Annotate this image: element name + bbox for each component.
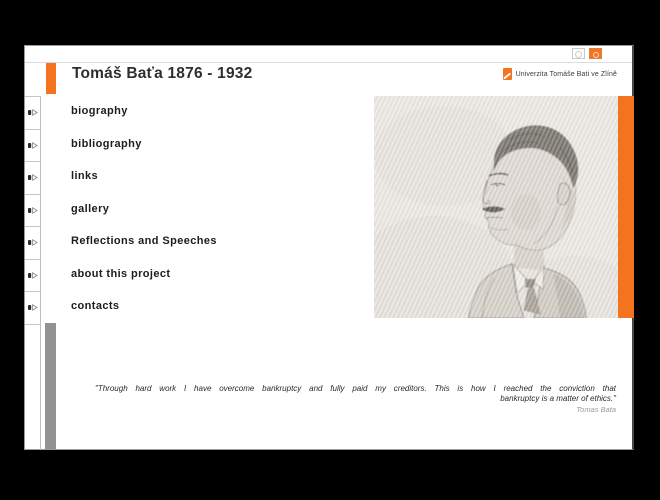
play-arrow-icon (28, 207, 38, 214)
menu-item-reflections[interactable]: Reflections and Speeches (71, 235, 217, 248)
page-title: Tomáš Baťa 1876 - 1932 (72, 65, 253, 82)
arrow-cell-gallery[interactable] (25, 195, 40, 228)
menu-item-about[interactable]: about this project (71, 267, 171, 280)
menu-item-bibliography[interactable]: bibliography (71, 137, 142, 150)
play-arrow-icon (28, 304, 38, 311)
quote-block (95, 384, 616, 415)
app-window (24, 45, 634, 450)
portrait-sketch-icon (374, 96, 618, 318)
menu-item-gallery[interactable]: gallery (71, 202, 110, 215)
quote-attribution: Tomas Bata (576, 405, 616, 414)
circle-glyph-icon (575, 51, 582, 58)
play-arrow-icon (28, 239, 38, 246)
quote-line-1: "Through hard work I have overcome bankruptcy and fully paid my creditors. This is how I reached the conviction that (95, 384, 616, 393)
menu-item-biography[interactable]: biography (71, 105, 128, 118)
quote-line-2: bankruptcy is a matter of ethics." (500, 393, 616, 403)
play-arrow-icon (28, 109, 38, 116)
gray-side-bar (45, 323, 56, 449)
window-topbar (25, 46, 632, 63)
accent-tab (46, 63, 56, 94)
menu-item-links[interactable]: links (71, 170, 99, 183)
arrow-cell-bibliography[interactable] (25, 130, 40, 163)
accent-side-bar (618, 96, 634, 318)
university-logo[interactable] (503, 68, 617, 80)
circle-glyph-icon (593, 52, 599, 58)
side-arrow-strip (25, 96, 41, 450)
university-logo-text: Univerzita Tomáše Bati ve Zlíně (515, 70, 617, 78)
topbar-button-orange[interactable] (589, 48, 602, 59)
arrow-cell-links[interactable] (25, 162, 40, 195)
play-arrow-icon (28, 142, 38, 149)
portrait-image (374, 96, 618, 318)
topbar-button-light[interactable] (572, 48, 585, 59)
play-arrow-icon (28, 272, 38, 279)
university-logo-icon (503, 68, 512, 80)
arrow-cell-biography[interactable] (25, 97, 40, 130)
play-arrow-icon (28, 174, 38, 181)
arrow-cell-reflections[interactable] (25, 227, 40, 260)
menu-item-contacts[interactable]: contacts (71, 300, 120, 313)
main-menu (71, 95, 217, 323)
arrow-cell-contacts[interactable] (25, 292, 40, 325)
arrow-cell-about[interactable] (25, 260, 40, 293)
